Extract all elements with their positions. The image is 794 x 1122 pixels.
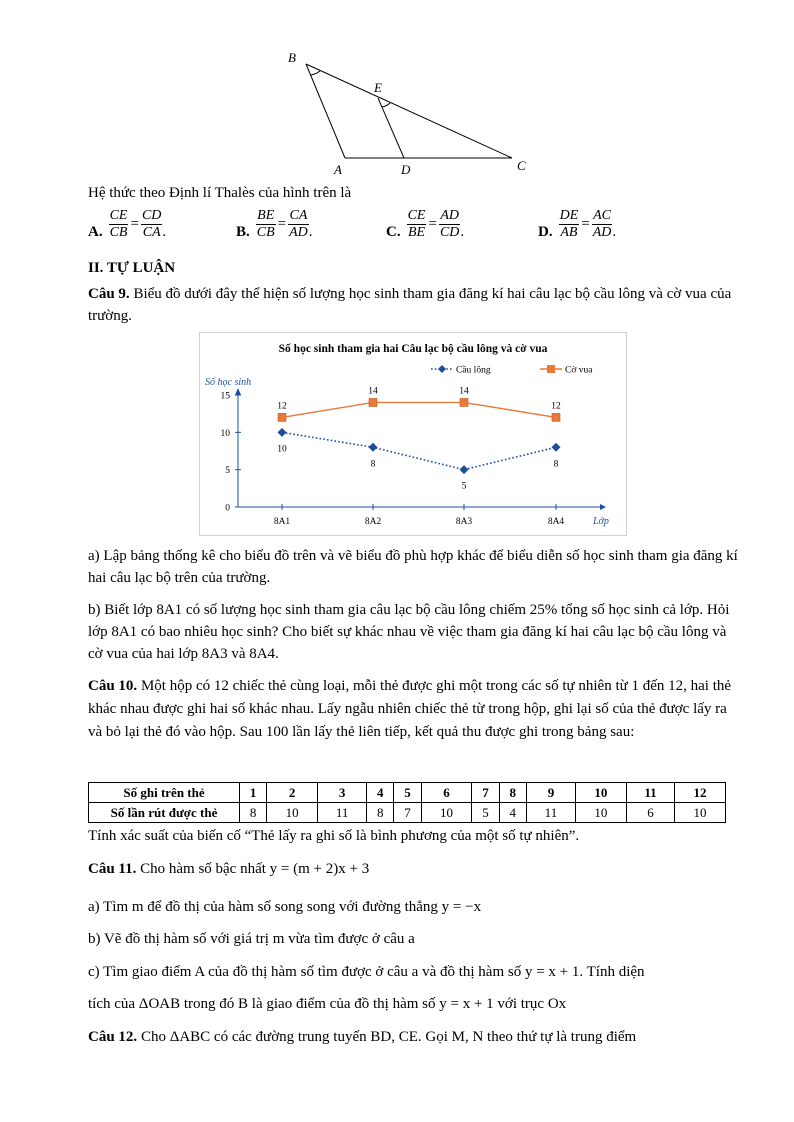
data-label: 8 — [370, 459, 376, 470]
angle-mark-E — [382, 103, 390, 107]
y-axis-arrow — [235, 388, 241, 395]
table-cell: 2 — [267, 783, 318, 803]
segment-BA — [306, 64, 345, 158]
legend-marker-square — [547, 365, 555, 373]
table-cell: 7 — [394, 803, 421, 823]
chart-series — [277, 386, 561, 491]
x-tick-label: 8A3 — [455, 517, 473, 527]
option-c-lhs: $\frac{CE}{BE}$ — [407, 208, 426, 240]
table-cell: 5 — [394, 783, 421, 803]
x-tick-label: 8A4 — [547, 517, 565, 527]
option-c[interactable]: C. $\frac{CE}{BE}$ = $\frac{AD}{CD}$ . — [386, 208, 465, 240]
question11-part-c2: tích của ΔOAB trong đó B là giao điểm của đồ thị hàm số y = x + 1 với trục Ox — [88, 996, 567, 1012]
question11-part-b: b) Vẽ đồ thị hàm số với giá trị m vừa tìm được ở câu a — [88, 931, 415, 947]
section-title: II. TỰ LUẬN — [88, 260, 176, 276]
table-cell: 6 — [421, 783, 472, 803]
question12-text — [88, 1026, 738, 1048]
question10-text — [88, 675, 738, 744]
data-label: 14 — [459, 386, 469, 397]
option-c-label: C. — [386, 224, 401, 240]
data-point-square — [369, 398, 377, 406]
table-cell: 11 — [526, 803, 575, 823]
data-label: 10 — [277, 444, 287, 455]
table-cell: 7 — [472, 783, 499, 803]
legend-marker-diamond — [438, 365, 446, 373]
question8-stem: Hệ thức theo Định lí Thalès của hình trên là — [88, 185, 352, 201]
table-cell: 10 — [421, 803, 472, 823]
question12-body: Cho ΔABC có các đường trung tuyến BD, CE. Gọi M, N theo thứ tự là trung điểm — [137, 1029, 637, 1045]
data-point-diamond — [278, 428, 287, 437]
chart-legend — [431, 365, 593, 376]
table-cell: 3 — [318, 783, 367, 803]
table-cell: 9 — [526, 783, 575, 803]
option-a[interactable]: A. $\frac{CE}{CB}$ = $\frac{CD}{CA}$ . — [88, 208, 167, 240]
option-d-label: D. — [538, 224, 553, 240]
question11-part-c1: c) Tìm giao điểm A của đồ thị hàm số tìm được ở câu a và đồ thị hàm số y = x + 1. Tính diện — [88, 964, 645, 980]
chart-title: Số học sinh tham gia hai Câu lạc bộ cầu lông và cờ vua — [278, 343, 548, 355]
y-tick-label: 10 — [220, 428, 230, 439]
data-label: 12 — [551, 401, 561, 412]
question10-body: Một hộp có 12 chiếc thẻ cùng loại, mỗi thẻ được ghi một trong các số tự nhiên từ 1 đến 12, hai thẻ khác nhau được ghi hai số khác nhau. Lấy ngẫu nhiên chiếc thẻ từ trong hộp, ghi lại số của thẻ được lấy ra và bỏ lại thẻ đó vào hộp. Sau 100 lần lấy thẻ liên tiếp, kết quả thu được ghi trong bảng sau: — [88, 678, 732, 740]
series-line-1 — [282, 402, 556, 417]
option-b-lhs: $\frac{BE}{CB}$ — [256, 208, 275, 240]
angle-mark-B — [311, 71, 320, 75]
legend-label: Cầu lông — [456, 365, 491, 376]
table-header-cell: Số lần rút được thẻ — [89, 803, 240, 823]
segment-BC — [306, 64, 512, 158]
table-cell: 5 — [472, 803, 499, 823]
question11-part-a: a) Tìm m để đồ thị của hàm số song song với đường thẳng y = −x — [88, 899, 482, 915]
question9-text — [88, 283, 738, 327]
x-tick-label: 8A1 — [273, 517, 291, 527]
point-label-B: B — [288, 50, 296, 65]
option-b-rhs: $\frac{CA}{AD}$ — [289, 208, 308, 240]
question9-label: Câu 9. — [88, 286, 130, 302]
point-label-A: A — [334, 162, 342, 177]
table-row — [89, 783, 726, 803]
option-b[interactable]: B. $\frac{BE}{CB}$ = $\frac{CA}{AD}$ . — [236, 208, 313, 240]
point-label-C: C — [517, 158, 526, 173]
data-point-square — [460, 398, 468, 406]
table-cell: 10 — [576, 803, 627, 823]
series-line-0 — [282, 432, 556, 469]
option-a-lhs: $\frac{CE}{CB}$ — [109, 208, 128, 240]
option-a-label: A. — [88, 224, 103, 240]
table-cell: 12 — [675, 783, 726, 803]
table-cell: 8 — [367, 803, 394, 823]
data-point-diamond — [552, 443, 561, 452]
table-cell: 10 — [675, 803, 726, 823]
data-point-diamond — [460, 465, 469, 474]
data-label: 8 — [553, 459, 559, 470]
x-axis-arrow — [600, 504, 606, 510]
question9-body: Biểu đồ dưới đây thể hiện số lượng học sinh tham gia đăng kí hai câu lạc bộ cầu lông và cờ vua của trường. — [88, 286, 732, 324]
table-cell: 4 — [499, 803, 526, 823]
question12-label: Câu 12. — [88, 1029, 138, 1045]
data-label: 5 — [461, 481, 467, 492]
y-tick-label: 5 — [225, 466, 230, 477]
line-chart-svg — [200, 333, 626, 535]
question10-after: Tính xác suất của biến cố “Thẻ lấy ra ghi số là bình phương của một số tự nhiên”. — [88, 828, 580, 844]
y-tick-label: 15 — [220, 391, 230, 402]
question11-text — [88, 858, 738, 880]
table-cell: 11 — [318, 803, 367, 823]
y-axis-label: Số học sinh — [205, 377, 252, 388]
table-cell: 6 — [626, 803, 674, 823]
option-d[interactable]: D. $\frac{DE}{AB}$ = $\frac{AC}{AD}$ . — [538, 208, 617, 240]
option-d-lhs: $\frac{DE}{AB}$ — [559, 208, 579, 240]
question9-part-b: b) Biết lớp 8A1 có số lượng học sinh tham gia câu lạc bộ cầu lông chiếm 25% tổng số học sinh cả lớp. Hỏi lớp 8A1 có bao nhiêu học sinh? Cho biết sự khác nhau về việc tham gia đăng kí hai câu lạc bộ cầu lông và cờ vua của hai lớp 8A3 và 8A4. — [88, 602, 730, 662]
table-cell: 8 — [240, 803, 267, 823]
line-chart — [199, 332, 627, 536]
y-tick-label: 0 — [225, 503, 230, 514]
question9-part-a: a) Lập bảng thống kê cho biểu đồ trên và vẽ biểu đồ phù hợp khác để biểu diễn số học sinh tham gia đăng kí hai câu lạc bộ trên của trường. — [88, 548, 738, 586]
legend-label: Cờ vua — [565, 365, 593, 376]
data-point-diamond — [369, 443, 378, 452]
point-label-E: E — [374, 80, 382, 95]
table-cell: 11 — [626, 783, 674, 803]
x-axis-label: Lớp — [593, 516, 609, 527]
data-point-square — [278, 413, 286, 421]
point-label-D: D — [401, 162, 411, 177]
option-a-rhs: $\frac{CD}{CA}$ — [141, 208, 162, 240]
table-cell: 10 — [267, 803, 318, 823]
option-c-rhs: $\frac{AD}{CD}$ — [439, 208, 460, 240]
data-label: 14 — [368, 386, 378, 397]
table-cell: 10 — [576, 783, 627, 803]
table-cell: 4 — [367, 783, 394, 803]
x-tick-label: 8A2 — [364, 517, 382, 527]
table-row — [89, 803, 726, 823]
card-frequency-table — [88, 782, 726, 823]
question11-label: Câu 11. — [88, 861, 137, 877]
option-d-rhs: $\frac{AC}{AD}$ — [592, 208, 612, 240]
table-cell: 1 — [240, 783, 267, 803]
data-point-square — [552, 413, 560, 421]
option-b-label: B. — [236, 224, 250, 240]
data-label: 12 — [277, 401, 287, 412]
table-header-cell: Số ghi trên thẻ — [89, 783, 240, 803]
question11-body: Cho hàm số bậc nhất y = (m + 2)x + 3 — [136, 861, 370, 877]
table-cell: 8 — [499, 783, 526, 803]
question10-label: Câu 10. — [88, 678, 138, 694]
thales-figure — [280, 44, 550, 180]
